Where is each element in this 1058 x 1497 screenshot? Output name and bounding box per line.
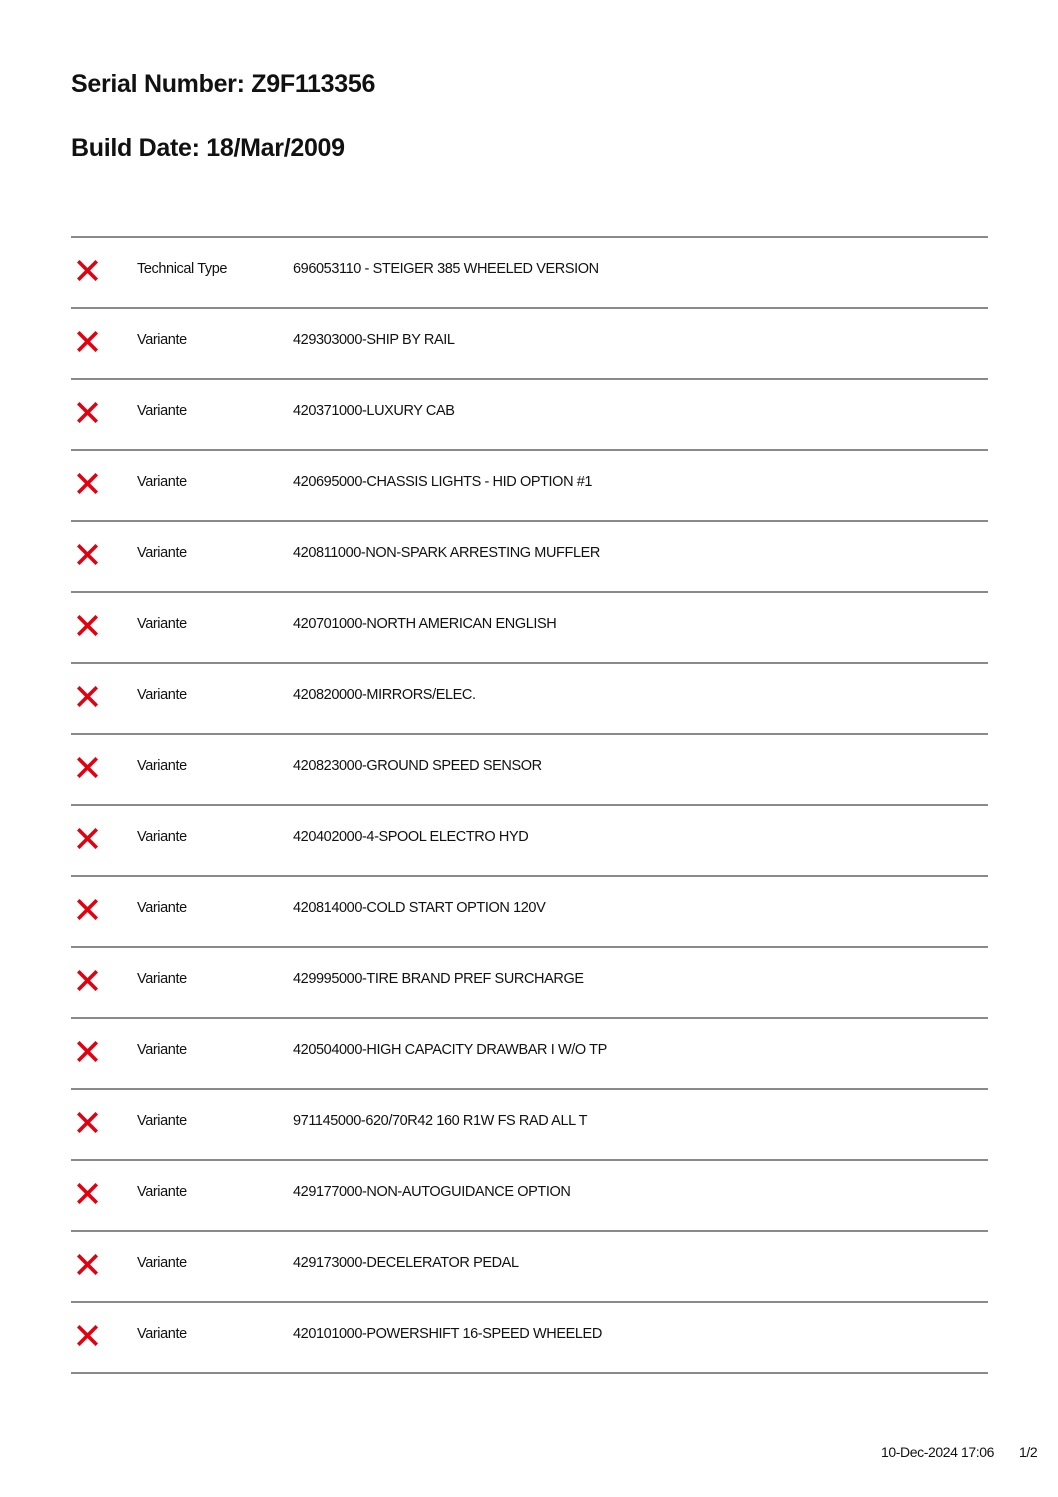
table-row	[71, 1161, 988, 1232]
close-icon	[77, 1325, 98, 1346]
options-table	[71, 236, 988, 1374]
row-description: 971145000-620/70R42 160 R1W FS RAD ALL T	[293, 1113, 588, 1129]
row-description: 420814000-COLD START OPTION 120V	[293, 900, 546, 916]
row-type-label: Variante	[137, 332, 187, 348]
row-description: 429995000-TIRE BRAND PREF SURCHARGE	[293, 971, 584, 987]
close-icon	[77, 1112, 98, 1133]
row-description: 429303000-SHIP BY RAIL	[293, 332, 455, 348]
table-row	[71, 735, 988, 806]
row-type-label: Variante	[137, 403, 187, 419]
table-row	[71, 309, 988, 380]
table-row	[71, 593, 988, 664]
close-icon	[77, 615, 98, 636]
table-row	[71, 1303, 988, 1374]
row-type-label: Technical Type	[137, 261, 228, 277]
row-description: 420823000-GROUND SPEED SENSOR	[293, 758, 542, 774]
row-description: 420820000-MIRRORS/ELEC.	[293, 687, 476, 703]
row-type-label: Variante	[137, 687, 187, 703]
row-type-label: Variante	[137, 1042, 187, 1058]
row-description: 420402000-4-SPOOL ELECTRO HYD	[293, 829, 529, 845]
close-icon	[77, 686, 98, 707]
row-description: 696053110 - STEIGER 385 WHEELED VERSION	[293, 261, 599, 277]
close-icon	[77, 331, 98, 352]
close-icon	[77, 402, 98, 423]
row-description: 420811000-NON-SPARK ARRESTING MUFFLER	[293, 545, 600, 561]
table-row	[71, 451, 988, 522]
close-icon	[77, 544, 98, 565]
table-row	[71, 664, 988, 735]
row-type-label: Variante	[137, 758, 187, 774]
row-type-label: Variante	[137, 829, 187, 845]
build-date-heading: Build Date: 18/Mar/2009	[71, 134, 345, 162]
footer-timestamp: 10-Dec-2024 17:06	[881, 1444, 995, 1460]
table-row	[71, 238, 988, 309]
table-row	[71, 1232, 988, 1303]
close-icon	[77, 473, 98, 494]
row-type-label: Variante	[137, 545, 187, 561]
table-row	[71, 1090, 988, 1161]
close-icon	[77, 1041, 98, 1062]
row-type-label: Variante	[137, 1255, 187, 1271]
table-row	[71, 806, 988, 877]
table-row	[71, 380, 988, 451]
table-row	[71, 522, 988, 593]
row-type-label: Variante	[137, 616, 187, 632]
row-type-label: Variante	[137, 474, 187, 490]
row-type-label: Variante	[137, 1326, 187, 1342]
row-description: 420701000-NORTH AMERICAN ENGLISH	[293, 616, 557, 632]
close-icon	[77, 970, 98, 991]
row-type-label: Variante	[137, 900, 187, 916]
row-description: 420371000-LUXURY CAB	[293, 403, 455, 419]
close-icon	[77, 899, 98, 920]
table-row	[71, 877, 988, 948]
row-description: 429173000-DECELERATOR PEDAL	[293, 1255, 519, 1271]
serial-number-heading: Serial Number: Z9F113356	[71, 70, 376, 98]
table-row	[71, 1019, 988, 1090]
row-description: 420504000-HIGH CAPACITY DRAWBAR I W/O TP	[293, 1042, 607, 1058]
close-icon	[77, 828, 98, 849]
close-icon	[77, 1254, 98, 1275]
footer-page-number: 1/2	[1019, 1444, 1038, 1460]
table-row	[71, 948, 988, 1019]
row-description: 420101000-POWERSHIFT 16-SPEED WHEELED	[293, 1326, 602, 1342]
close-icon	[77, 260, 98, 281]
row-type-label: Variante	[137, 1184, 187, 1200]
row-description: 420695000-CHASSIS LIGHTS - HID OPTION #1	[293, 474, 593, 490]
row-description: 429177000-NON-AUTOGUIDANCE OPTION	[293, 1184, 571, 1200]
close-icon	[77, 1183, 98, 1204]
close-icon	[77, 757, 98, 778]
row-type-label: Variante	[137, 1113, 187, 1129]
row-type-label: Variante	[137, 971, 187, 987]
